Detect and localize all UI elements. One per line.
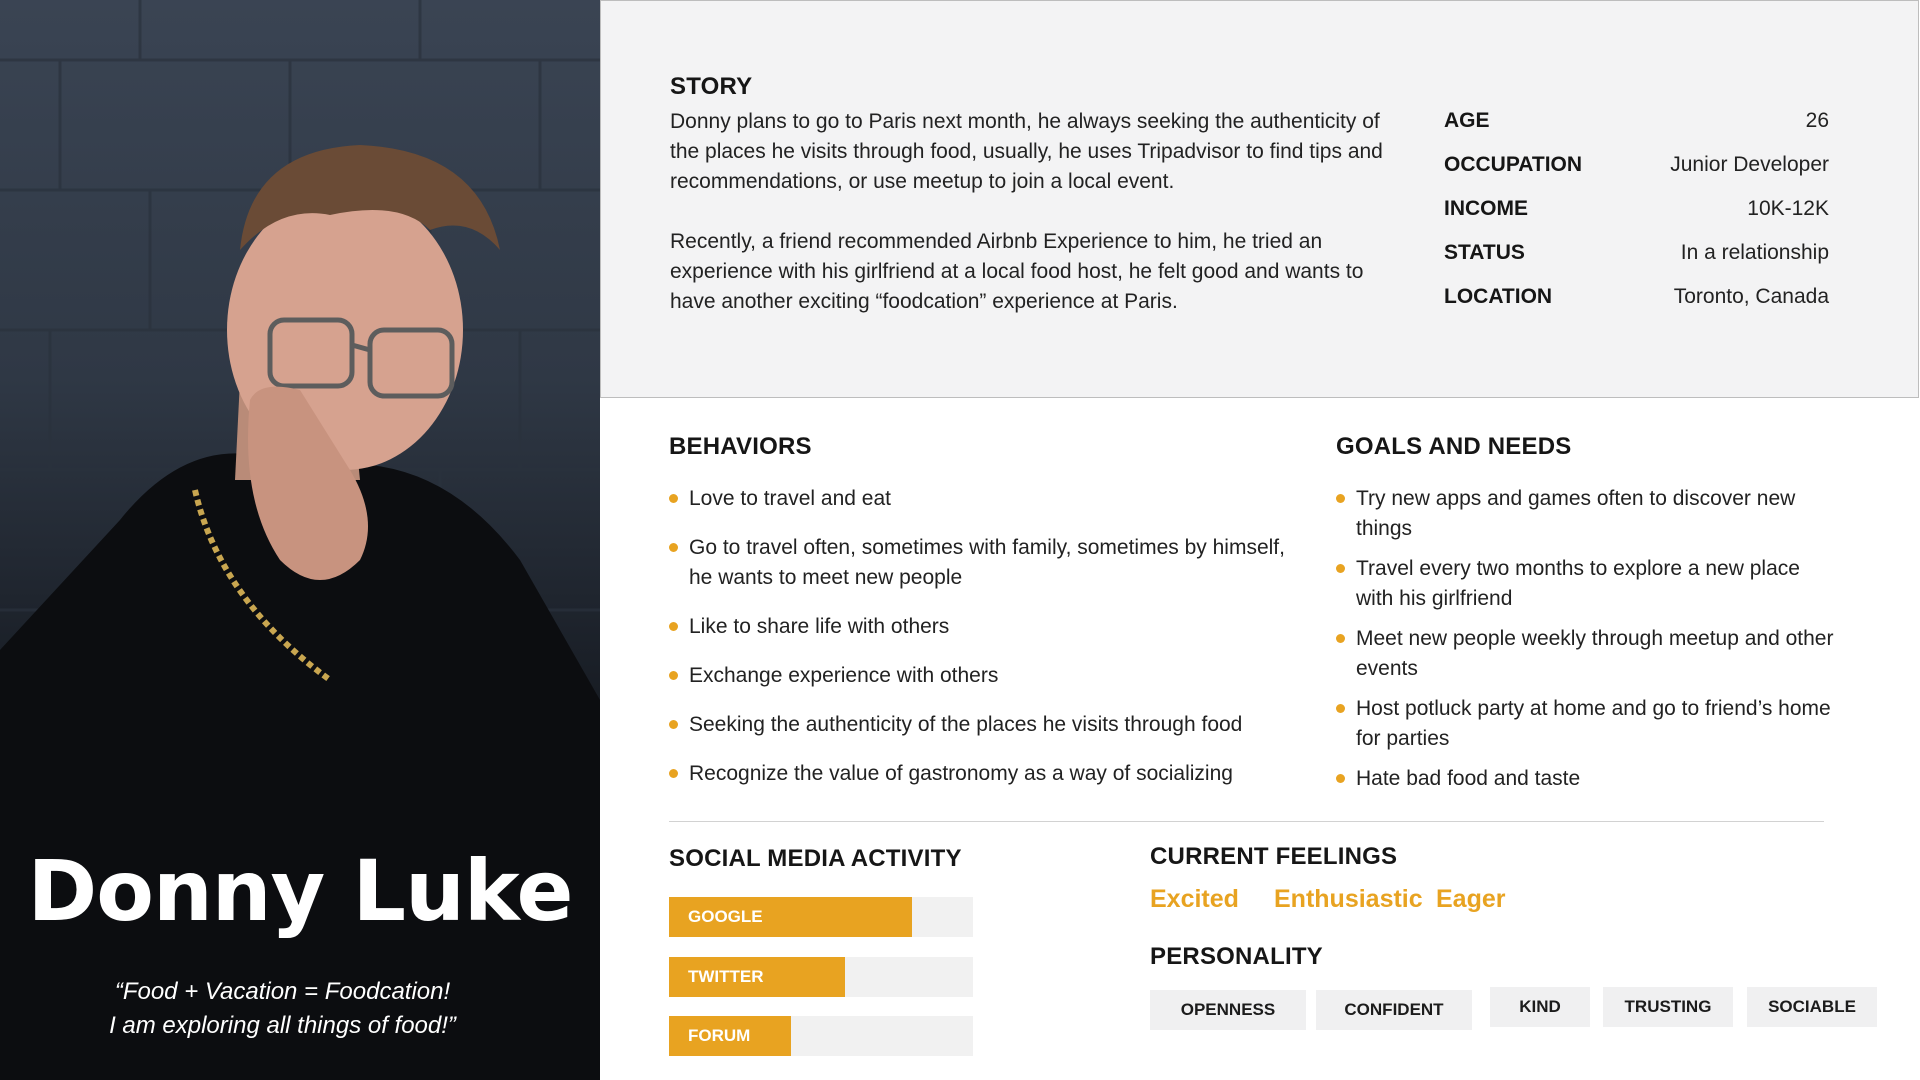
list-item-text: Try new apps and games often to discover new things <box>1356 487 1796 540</box>
personality-tag: KIND <box>1490 987 1590 1027</box>
bullet-icon <box>669 622 678 631</box>
list-item <box>1336 484 1836 544</box>
list-item <box>669 661 1299 691</box>
list-item <box>1336 554 1836 614</box>
fact-value: Toronto, Canada <box>1673 285 1829 308</box>
list-item-text: Go to travel often, sometimes with family, sometimes by himself, he wants to meet new people <box>689 536 1285 589</box>
feeling-tag: Eager <box>1436 885 1506 913</box>
fact-key: LOCATION <box>1444 285 1553 308</box>
fact-key: STATUS <box>1444 241 1525 264</box>
goals-heading: GOALS AND NEEDS <box>1336 433 1572 460</box>
list-item-text: Exchange experience with others <box>689 664 999 687</box>
social-bar-label: GOOGLE <box>688 907 763 926</box>
personality-tag: SOCIABLE <box>1747 987 1877 1027</box>
personality-heading: PERSONALITY <box>1150 943 1323 970</box>
social-bar-twitter <box>669 957 973 997</box>
list-item-text: Seeking the authenticity of the places he visits through food <box>689 713 1243 736</box>
list-item-text: Meet new people weekly through meetup and other events <box>1356 627 1834 680</box>
feeling-tag: Enthusiastic <box>1274 885 1423 913</box>
list-item-text: Host potluck party at home and go to friend’s home for parties <box>1356 697 1831 750</box>
fact-row-occupation <box>1444 153 1829 197</box>
list-item <box>669 612 1299 642</box>
bullet-icon <box>669 769 678 778</box>
list-item <box>1336 764 1836 794</box>
feelings-heading: CURRENT FEELINGS <box>1150 843 1398 870</box>
social-bar-forum <box>669 1016 973 1056</box>
fact-value: In a relationship <box>1680 241 1829 264</box>
section-divider <box>669 821 1824 822</box>
fact-row-location <box>1444 285 1829 329</box>
bullet-icon <box>669 543 678 552</box>
story-heading: STORY <box>670 73 753 100</box>
goals-list <box>1336 484 1836 804</box>
persona-name: Donny Luke <box>27 842 573 940</box>
bullet-icon <box>1336 494 1345 503</box>
bullet-icon <box>669 720 678 729</box>
list-item <box>669 759 1299 789</box>
social-heading: SOCIAL MEDIA ACTIVITY <box>669 845 962 872</box>
bullet-icon <box>1336 634 1345 643</box>
story-section <box>600 0 1919 398</box>
demographics-list <box>1444 109 1829 329</box>
list-item <box>669 533 1299 593</box>
fact-row-income <box>1444 197 1829 241</box>
fact-key: AGE <box>1444 109 1490 132</box>
fact-row-status <box>1444 241 1829 285</box>
social-bar-label: TWITTER <box>688 967 764 986</box>
fact-value: 10K-12K <box>1747 197 1829 220</box>
social-bar-google <box>669 897 973 937</box>
list-item-text: Love to travel and eat <box>689 487 891 510</box>
bullet-icon <box>669 494 678 503</box>
story-text <box>670 107 1390 347</box>
list-item <box>669 710 1299 740</box>
personality-tag: OPENNESS <box>1150 990 1306 1030</box>
behaviors-list <box>669 484 1299 808</box>
list-item-text: Like to share life with others <box>689 615 950 638</box>
bullet-icon <box>669 671 678 680</box>
list-item <box>669 484 1299 514</box>
behaviors-heading: BEHAVIORS <box>669 433 812 460</box>
persona-photo <box>0 0 600 1080</box>
fact-value: Junior Developer <box>1670 153 1829 176</box>
story-paragraph: Recently, a friend recommended Airbnb Experience to him, he tried an experience with his girlfriend at a local food host, he felt good and wants to have another exciting “foodcation” experience at Paris. <box>670 230 1364 313</box>
list-item-text: Hate bad food and taste <box>1356 767 1581 790</box>
list-item-text: Travel every two months to explore a new place with his girlfriend <box>1356 557 1800 610</box>
fact-row-age <box>1444 109 1829 153</box>
story-paragraph: Donny plans to go to Paris next month, he always seeking the authenticity of the places he visits through food, usually, he uses Tripadvisor to find tips and recommendations, or use meetup to join a local event. <box>670 110 1383 193</box>
list-item <box>1336 624 1836 684</box>
bullet-icon <box>1336 774 1345 783</box>
bullet-icon <box>1336 704 1345 713</box>
fact-key: OCCUPATION <box>1444 153 1583 176</box>
bullet-icon <box>1336 564 1345 573</box>
fact-value: 26 <box>1805 109 1829 132</box>
list-item-text: Recognize the value of gastronomy as a way of socializing <box>689 762 1233 785</box>
list-item <box>1336 694 1836 754</box>
persona-quote-line-1: “Food + Vacation = Foodcation! <box>114 978 451 1005</box>
personality-tag: CONFIDENT <box>1316 990 1472 1030</box>
feeling-tag: Excited <box>1150 885 1239 913</box>
personality-tag: TRUSTING <box>1603 987 1733 1027</box>
persona-quote <box>0 975 565 1043</box>
social-bar-label: FORUM <box>688 1026 751 1045</box>
persona-quote-line-2: I am exploring all things of food!” <box>109 1012 456 1039</box>
fact-key: INCOME <box>1444 197 1528 220</box>
